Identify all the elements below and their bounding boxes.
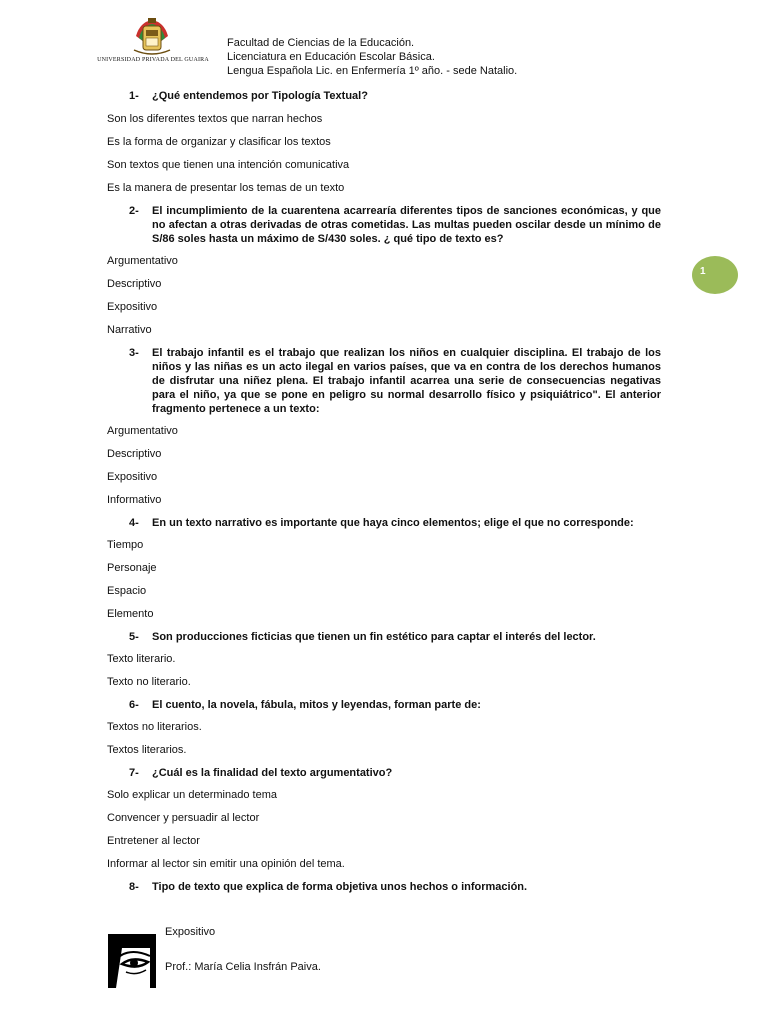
question-7 [107,766,661,780]
question-text: El incumplimiento de la cuarentena acarrearía diferentes tipos de sanciones económicas, y que no afectan a otras derivadas de otras cometidas. Las multas pueden oscilar desde un mínimo de S/86 soles hasta un máximo de S/430 soles. ¿ qué tipo de texto es? [152,205,661,245]
question-text: En un texto narrativo es importante que haya cinco elementos; elige el que no corresponde: [152,517,634,529]
page-number-badge [692,256,738,294]
question-6 [107,698,661,712]
option: Espacio [107,585,147,597]
question-5 [107,630,661,644]
option: Expositivo [107,471,158,483]
option: Informativo [107,494,162,506]
option: Texto no literario. [107,676,191,688]
question-text: ¿Qué entendemos por Tipología Textual? [152,90,368,102]
header-text [227,36,517,78]
option: Textos literarios. [107,744,187,756]
option: Tiempo [107,539,144,551]
option: Son textos que tienen una intención comunicativa [107,159,350,171]
option: Es la forma de organizar y clasificar los textos [107,136,331,148]
option: Expositivo [107,301,158,313]
option: Descriptivo [107,278,162,290]
option: Personaje [107,562,157,574]
option: Es la manera de presentar los temas de un texto [107,182,345,194]
question-2 [107,204,661,246]
eye-illustration [108,934,156,988]
header-line-course: Lengua Española Lic. en Enfermería 1º año. - sede Natalio. [227,65,518,77]
question-number: 7- [129,767,139,779]
question-text: El cuento, la novela, fábula, mitos y leyendas, forman parte de: [152,699,481,711]
logo-caption: UNIVERSIDAD PRIVADA DEL GUAIRA [97,57,209,63]
question-1 [107,89,661,103]
header-line-faculty: Facultad de Ciencias de la Educación. [227,37,415,49]
question-text: ¿Cuál es la finalidad del texto argumentativo? [152,767,393,779]
option: Argumentativo [107,425,178,437]
question-number: 2- [129,205,139,217]
question-4 [107,516,661,530]
option: Texto literario. [107,653,176,665]
page-number: 1 [700,266,706,277]
question-number: 1- [129,90,139,102]
question-text: Son producciones ficticias que tienen un fin estético para captar el interés del lector. [152,631,596,643]
question-3 [107,346,661,416]
question-number: 6- [129,699,139,711]
question-number: 5- [129,631,139,643]
question-number: 3- [129,347,139,359]
option: Son los diferentes textos que narran hechos [107,113,323,125]
question-text: El trabajo infantil es el trabajo que realizan los niños en cualquier disciplina. El trabajo de los niños y las niñas es un acto ilegal en varios países, que va en contra de los derechos humanos de disfrutar una niñez plena. El trabajo infantil acarrea una serie de consecuencias negativas para el niño, ya que se pone en peligro su normal desarrollo físico y psiquiátrico". El anterior fragmento pertenece a un texto: [152,347,661,415]
option: Descriptivo [107,448,162,460]
page-header [92,16,652,76]
questionnaire [107,89,661,894]
option: Informar al lector sin emitir una opinión del tema. [107,858,345,870]
option: Entretener al lector [107,835,200,847]
option: Narrativo [107,324,152,336]
question-number: 8- [129,881,139,893]
university-logo [92,16,214,70]
option: Solo explicar un determinado tema [107,789,277,801]
option: Argumentativo [107,255,178,267]
question-text: Tipo de texto que explica de forma objetiva unos hechos o información. [152,881,528,893]
question-number: 4- [129,517,139,529]
professor-name: Prof.: María Celia Insfrán Paiva. [165,961,321,973]
header-line-degree: Licenciatura en Educación Escolar Básica. [227,51,435,63]
question-8-option: Expositivo [165,926,216,938]
question-8 [107,880,661,894]
option: Convencer y persuadir al lector [107,812,260,824]
option: Textos no literarios. [107,721,202,733]
option: Elemento [107,608,154,620]
